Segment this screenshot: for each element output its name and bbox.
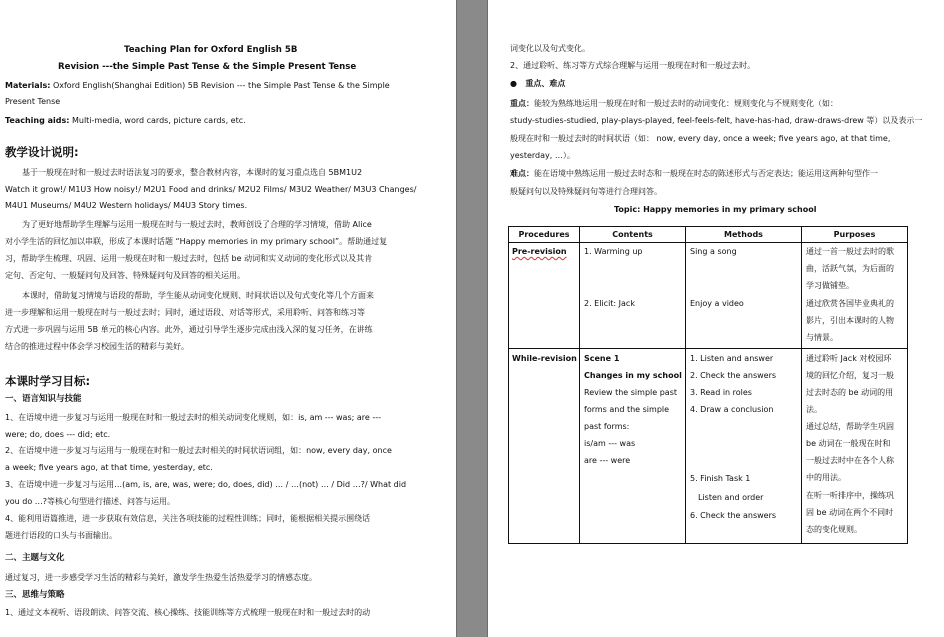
purpose-line: 影片，引出本课时的人物 — [806, 316, 894, 325]
content-item: 1. Warming up — [584, 247, 643, 256]
document-page-left — [0, 0, 456, 637]
goal-1-line: 1、在语境中进一步复习与运用一般现在时和一般过去时的相关动词变化规则，如：is, am --- was; are --- — [5, 413, 381, 422]
method-item: Enjoy a video — [690, 299, 744, 308]
key-line — [510, 99, 838, 109]
design-p1-line: M4U1 Museums/ M4U2 Western holidays/ M4U3 Story times. — [5, 201, 248, 210]
design-p1-line: 基于一般现在时和一般过去时语法复习的要求，整合教材内容，本课时的复习重点选自 5BM1U2 — [22, 168, 363, 177]
difficulty-text: 能在语境中熟练运用一般过去时态和一般现在时态的陈述形式与否定表达；能运用这两种句型作一 — [534, 169, 878, 178]
materials-line-2: Present Tense — [5, 97, 61, 106]
table-header-row — [509, 227, 908, 243]
design-heading: 教学设计说明: — [5, 145, 79, 159]
method-item: 4. Draw a conclusion — [690, 405, 774, 414]
materials-line — [5, 81, 390, 91]
header-methods: Methods — [686, 227, 802, 243]
scene-desc-line: past forms: — [584, 422, 630, 431]
method-item: 6. Check the answers — [690, 511, 777, 520]
goals-sub-language: 一、语言知识与技能 — [5, 394, 82, 404]
theme-line: 通过复习，进一步感受学习生活的精彩与美好，激发学生热爱生活热爱学习的情感态度。 — [5, 573, 317, 582]
header-contents: Contents — [580, 227, 686, 243]
cell-contents — [580, 243, 686, 349]
design-p3-line: 进一步理解和运用一般现在时与一般过去时；同时，通过语段、对话等形式，采用聆听、问答和练习等 — [5, 308, 365, 317]
goals-sub-strategy: 三、思维与策略 — [5, 590, 65, 600]
design-p2-line: 为了更好地帮助学生理解与运用一般现在时与一般过去时，教师创设了合理的学习情境，借助 Alice — [22, 220, 372, 229]
method-item: 2. Check the answers — [690, 371, 777, 380]
aids-text: Multi-media, word cards, picture cards, etc. — [69, 116, 246, 125]
cell-purposes — [802, 349, 908, 544]
key-line: 般现在时和一般过去时的时间状语（如： now, every day, once a week; five years ago, at that time, — [510, 134, 891, 143]
key-heading: 重点、难点 — [525, 79, 566, 88]
lesson-plan-table — [508, 226, 908, 544]
table-row-pre-revision — [509, 243, 908, 349]
goals-heading: 本课时学习目标: — [5, 374, 91, 388]
design-p3-line: 方式进一步巩固与运用 5B 单元的核心内容。此外，通过引导学生逐步完成由浅入深的复习任务，在讲练 — [5, 325, 373, 334]
key-heading-line — [510, 79, 565, 89]
content-item: 2. Elicit: Jack — [584, 299, 635, 308]
procedure-while: While-revision — [512, 354, 577, 363]
design-p2-line: 定句、否定句、一般疑问句及回答、特殊疑问句及回答的相关运用。 — [5, 271, 245, 280]
method-item: 1. Listen and answer — [690, 354, 774, 363]
scene-title: Changes in my school — [584, 371, 682, 380]
scene-desc-line: forms and the simple — [584, 405, 670, 414]
header-purposes: Purposes — [802, 227, 908, 243]
teaching-aids-line — [5, 116, 246, 126]
purpose-line: 通过一首一般过去时的歌 — [806, 247, 894, 256]
header-procedures: Procedures — [509, 227, 580, 243]
strategy-line: 1、通过文本视听、语段朗读、问答交流、核心操练、技能训练等方式梳理一般现在时和一般过去时的动 — [5, 608, 371, 617]
method-item: Sing a song — [690, 247, 737, 256]
doc-subtitle: Revision ---the Simple Past Tense & the Simple Present Tense — [58, 62, 357, 72]
cell-procedure — [509, 349, 580, 544]
scene-desc-line: is/am --- was — [584, 439, 636, 448]
purpose-line: 通过总结，帮助学生巩固 — [806, 422, 894, 431]
bullet-icon: ● — [510, 79, 517, 88]
strategy-2: 2、通过聆听、练习等方式综合理解与运用一般现在时和一般过去时。 — [510, 61, 756, 70]
purpose-line: 境的回忆介绍，复习一般 — [806, 371, 894, 380]
goal-4-line: 题进行语段的口头与书面输出。 — [5, 531, 117, 540]
scene-label: Scene 1 — [584, 354, 620, 363]
key-text: 能较为熟练地运用一般现在时和一般过去时的动词变化：规则变化与不规则变化（如： — [534, 99, 838, 108]
aids-label: Teaching aids: — [5, 116, 70, 125]
cell-procedure — [509, 243, 580, 349]
purpose-line: be 动词在一般现在时和 — [806, 439, 891, 448]
table-row-while-revision — [509, 349, 908, 544]
method-item: 3. Read in roles — [690, 388, 752, 397]
design-p1-line: Watch it grow!/ M1U3 How noisy!/ M2U1 Food and drinks/ M2U2 Films/ M3U2 Weather/ M3U3 Changes/ — [5, 185, 417, 194]
goal-2-line: 2、在语境中进一步复习与运用与一般现在时和一般过去时相关的时间状语词组，如：now, every day, once — [5, 446, 392, 455]
purpose-line: 曲，活跃气氛，为后面的 — [806, 264, 894, 273]
goal-2-line: a week; five years ago, at that time, yesterday, etc. — [5, 463, 213, 472]
key-line: yesterday, …）。 — [510, 151, 575, 160]
difficulty-label: 难点： — [510, 169, 534, 178]
materials-text: Oxford English(Shanghai Edition) 5B Revision --- the Simple Past Tense & the Simple — [50, 81, 390, 90]
purpose-line: 在听一听排序中，操练巩 — [806, 491, 894, 500]
materials-label: Materials: — [5, 81, 51, 90]
purpose-line: 与情景。 — [806, 333, 838, 342]
strategy-continued: 词变化以及句式变化。 — [510, 44, 590, 53]
goal-3-line: you do …?等核心句型进行描述、问答与运用。 — [5, 497, 176, 506]
goal-1-line: were; do, does --- did; etc. — [5, 430, 111, 439]
cell-methods — [686, 349, 802, 544]
purpose-line: 法。 — [806, 405, 822, 414]
difficulty-line — [510, 169, 878, 179]
procedure-pre: Pre-revision — [512, 247, 567, 256]
key-line: study-studies-studied, play-plays-played, feel-feels-felt, have-has-had, draw-draws-drew 等）以及表示一 — [510, 116, 923, 125]
scene-desc-line: are --- were — [584, 456, 631, 465]
topic-title: Topic: Happy memories in my primary school — [614, 205, 817, 214]
purpose-line: 固 be 动词在两个不同时 — [806, 508, 894, 517]
design-p3-line: 结合的推进过程中体会学习校园生活的精彩与美好。 — [5, 342, 189, 351]
method-item: 5. Finish Task 1 — [690, 474, 751, 483]
purpose-line: 中的用法。 — [806, 473, 846, 482]
scene-desc-line: Review the simple past — [584, 388, 677, 397]
purpose-line: 态的变化规则。 — [806, 525, 862, 534]
goal-3-line: 3、在语境中进一步复习与运用…(am, is, are, was, were; do, does, did) … / …(not) … / Did …?/ What did — [5, 480, 407, 489]
document-page-right — [488, 0, 944, 637]
cell-contents — [580, 349, 686, 544]
cell-methods — [686, 243, 802, 349]
key-label: 重点： — [510, 99, 534, 108]
design-p3-line: 本课时，借助复习情境与语段的帮助，学生能从动词变化规则、时间状语以及句式变化等几个方面来 — [22, 291, 374, 300]
purpose-line: 学习做铺垫。 — [806, 281, 854, 290]
purpose-line: 通过欣赏各国毕业典礼的 — [806, 299, 894, 308]
design-p2-line: 习，帮助学生梳理、巩固、运用一般现在时和一般过去时，包括 be 动词和实义动词的变化形式以及其肯 — [5, 254, 373, 263]
doc-title: Teaching Plan for Oxford English 5B — [124, 45, 298, 55]
goals-sub-theme: 二、主题与文化 — [5, 553, 65, 563]
goal-4-line: 4、能利用语篇推进，进一步获取有效信息，关注各项技能的过程性训练；同时，能根据相关提示围绕话 — [5, 514, 371, 523]
cell-purposes — [802, 243, 908, 349]
method-item: Listen and order — [698, 493, 764, 502]
purpose-line: 过去时态的 be 动词的用 — [806, 388, 894, 397]
difficulty-line: 般疑问句以及特殊疑问句等进行合理问答。 — [510, 187, 662, 196]
design-p2-line: 对小学生活的回忆加以串联，形成了本课时话题 “Happy memories in my primary school”。帮助通过复 — [5, 237, 388, 246]
purpose-line: 一般过去时中在各个人称 — [806, 456, 894, 465]
purpose-line: 通过聆听 Jack 对校园环 — [806, 354, 892, 363]
